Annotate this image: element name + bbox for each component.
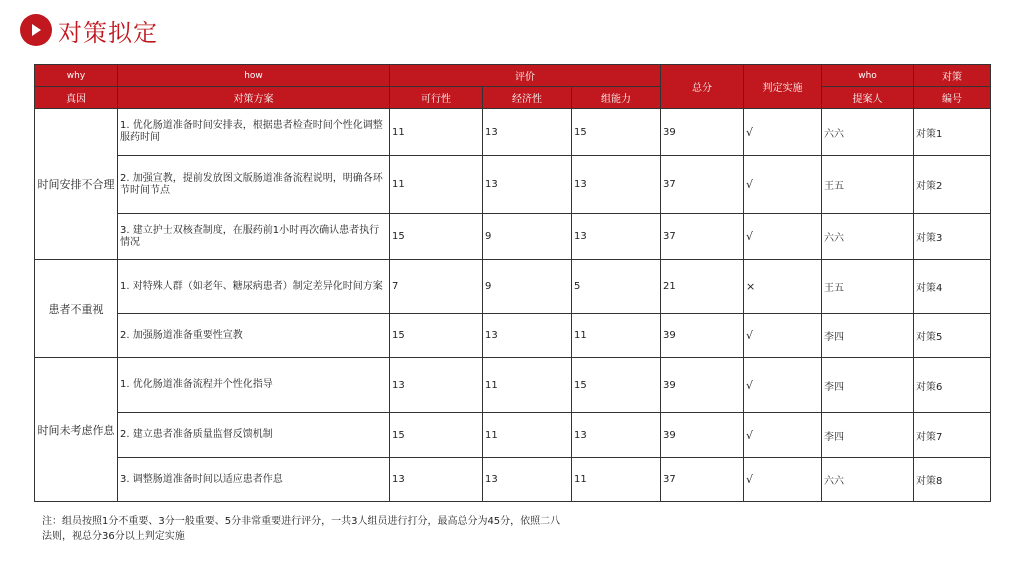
plan-cell: 1. 优化肠道准备流程并个性化指导 [118, 358, 390, 413]
feasibility-cell: 13 [390, 458, 483, 502]
table-row [35, 458, 991, 502]
header-cause: 真因 [35, 87, 118, 109]
table-row [35, 156, 991, 214]
header-why: why [35, 65, 118, 87]
capability-cell: 11 [572, 314, 661, 358]
feasibility-cell: 11 [390, 109, 483, 156]
plan-cell: 1. 对特殊人群（如老年、糖尿病患者）制定差异化时间方案 [118, 260, 390, 314]
feasibility-cell: 15 [390, 413, 483, 458]
header-plan: 对策方案 [118, 87, 390, 109]
capability-cell: 13 [572, 156, 661, 214]
proposer-cell: 六六 [822, 214, 914, 260]
decide-cell: √ [744, 214, 822, 260]
capability-cell: 5 [572, 260, 661, 314]
proposer-cell: 王五 [822, 260, 914, 314]
code-cell: 对策6 [914, 358, 991, 413]
feasibility-cell: 15 [390, 314, 483, 358]
header-code: 编号 [914, 87, 991, 109]
table-row [35, 260, 991, 314]
decide-cell: √ [744, 413, 822, 458]
capability-cell: 13 [572, 413, 661, 458]
code-cell: 对策4 [914, 260, 991, 314]
capability-cell: 11 [572, 458, 661, 502]
economy-cell: 9 [483, 214, 572, 260]
play-circle-icon [20, 14, 52, 46]
plan-cell: 1. 优化肠道准备时间安排表，根据患者检查时间个性化调整服药时间 [118, 109, 390, 156]
code-cell: 对策7 [914, 413, 991, 458]
header-how: how [118, 65, 390, 87]
header-feasibility: 可行性 [390, 87, 483, 109]
proposer-cell: 王五 [822, 156, 914, 214]
code-cell: 对策3 [914, 214, 991, 260]
feasibility-cell: 13 [390, 358, 483, 413]
header-who: who [822, 65, 914, 87]
decide-cell: × [744, 260, 822, 314]
total-cell: 39 [661, 109, 744, 156]
code-cell: 对策2 [914, 156, 991, 214]
header-capability: 组能力 [572, 87, 661, 109]
decide-cell: √ [744, 458, 822, 502]
decide-cell: √ [744, 358, 822, 413]
code-cell: 对策8 [914, 458, 991, 502]
total-cell: 39 [661, 358, 744, 413]
decide-cell: √ [744, 156, 822, 214]
capability-cell: 15 [572, 109, 661, 156]
header-economy: 经济性 [483, 87, 572, 109]
cause-cell: 时间安排不合理 [35, 109, 118, 260]
proposer-cell: 李四 [822, 413, 914, 458]
total-cell: 37 [661, 214, 744, 260]
capability-cell: 15 [572, 358, 661, 413]
table-row [35, 413, 991, 458]
economy-cell: 9 [483, 260, 572, 314]
total-cell: 37 [661, 156, 744, 214]
table-row [35, 358, 991, 413]
capability-cell: 13 [572, 214, 661, 260]
economy-cell: 11 [483, 413, 572, 458]
total-cell: 39 [661, 413, 744, 458]
countermeasure-table [34, 64, 991, 502]
total-cell: 39 [661, 314, 744, 358]
plan-cell: 2. 加强宣教，提前发放图文版肠道准备流程说明，明确各环节时间节点 [118, 156, 390, 214]
economy-cell: 13 [483, 156, 572, 214]
decide-cell: √ [744, 109, 822, 156]
header-total: 总分 [661, 65, 744, 109]
proposer-cell: 六六 [822, 109, 914, 156]
header-measure: 对策 [914, 65, 991, 87]
page-title: 对策拟定 [58, 18, 158, 47]
plan-cell: 3. 调整肠道准备时间以适应患者作息 [118, 458, 390, 502]
page-header [20, 12, 158, 48]
header-proposer: 提案人 [822, 87, 914, 109]
feasibility-cell: 11 [390, 156, 483, 214]
total-cell: 37 [661, 458, 744, 502]
feasibility-cell: 7 [390, 260, 483, 314]
code-cell: 对策1 [914, 109, 991, 156]
plan-cell: 2. 建立患者准备质量监督反馈机制 [118, 413, 390, 458]
economy-cell: 13 [483, 314, 572, 358]
plan-cell: 3. 建立护士双核查制度，在服药前1小时再次确认患者执行情况 [118, 214, 390, 260]
economy-cell: 11 [483, 358, 572, 413]
economy-cell: 13 [483, 109, 572, 156]
table-row [35, 109, 991, 156]
header-decide: 判定实施 [744, 65, 822, 109]
header-evaluation: 评价 [390, 65, 661, 87]
plan-cell: 2. 加强肠道准备重要性宣教 [118, 314, 390, 358]
proposer-cell: 李四 [822, 314, 914, 358]
decide-cell: √ [744, 314, 822, 358]
total-cell: 21 [661, 260, 744, 314]
code-cell: 对策5 [914, 314, 991, 358]
proposer-cell: 六六 [822, 458, 914, 502]
cause-cell: 患者不重视 [35, 260, 118, 358]
proposer-cell: 李四 [822, 358, 914, 413]
table-row [35, 314, 991, 358]
feasibility-cell: 15 [390, 214, 483, 260]
cause-cell: 时间未考虑作息 [35, 358, 118, 502]
economy-cell: 13 [483, 458, 572, 502]
footnote: 注：组员按照1分不重要、3分一般重要、5分非常重要进行评分，一共3人组员进行打分，最高总分为45分，依照二八法则，视总分36分以上判定实施 [42, 516, 561, 542]
table-row [35, 214, 991, 260]
